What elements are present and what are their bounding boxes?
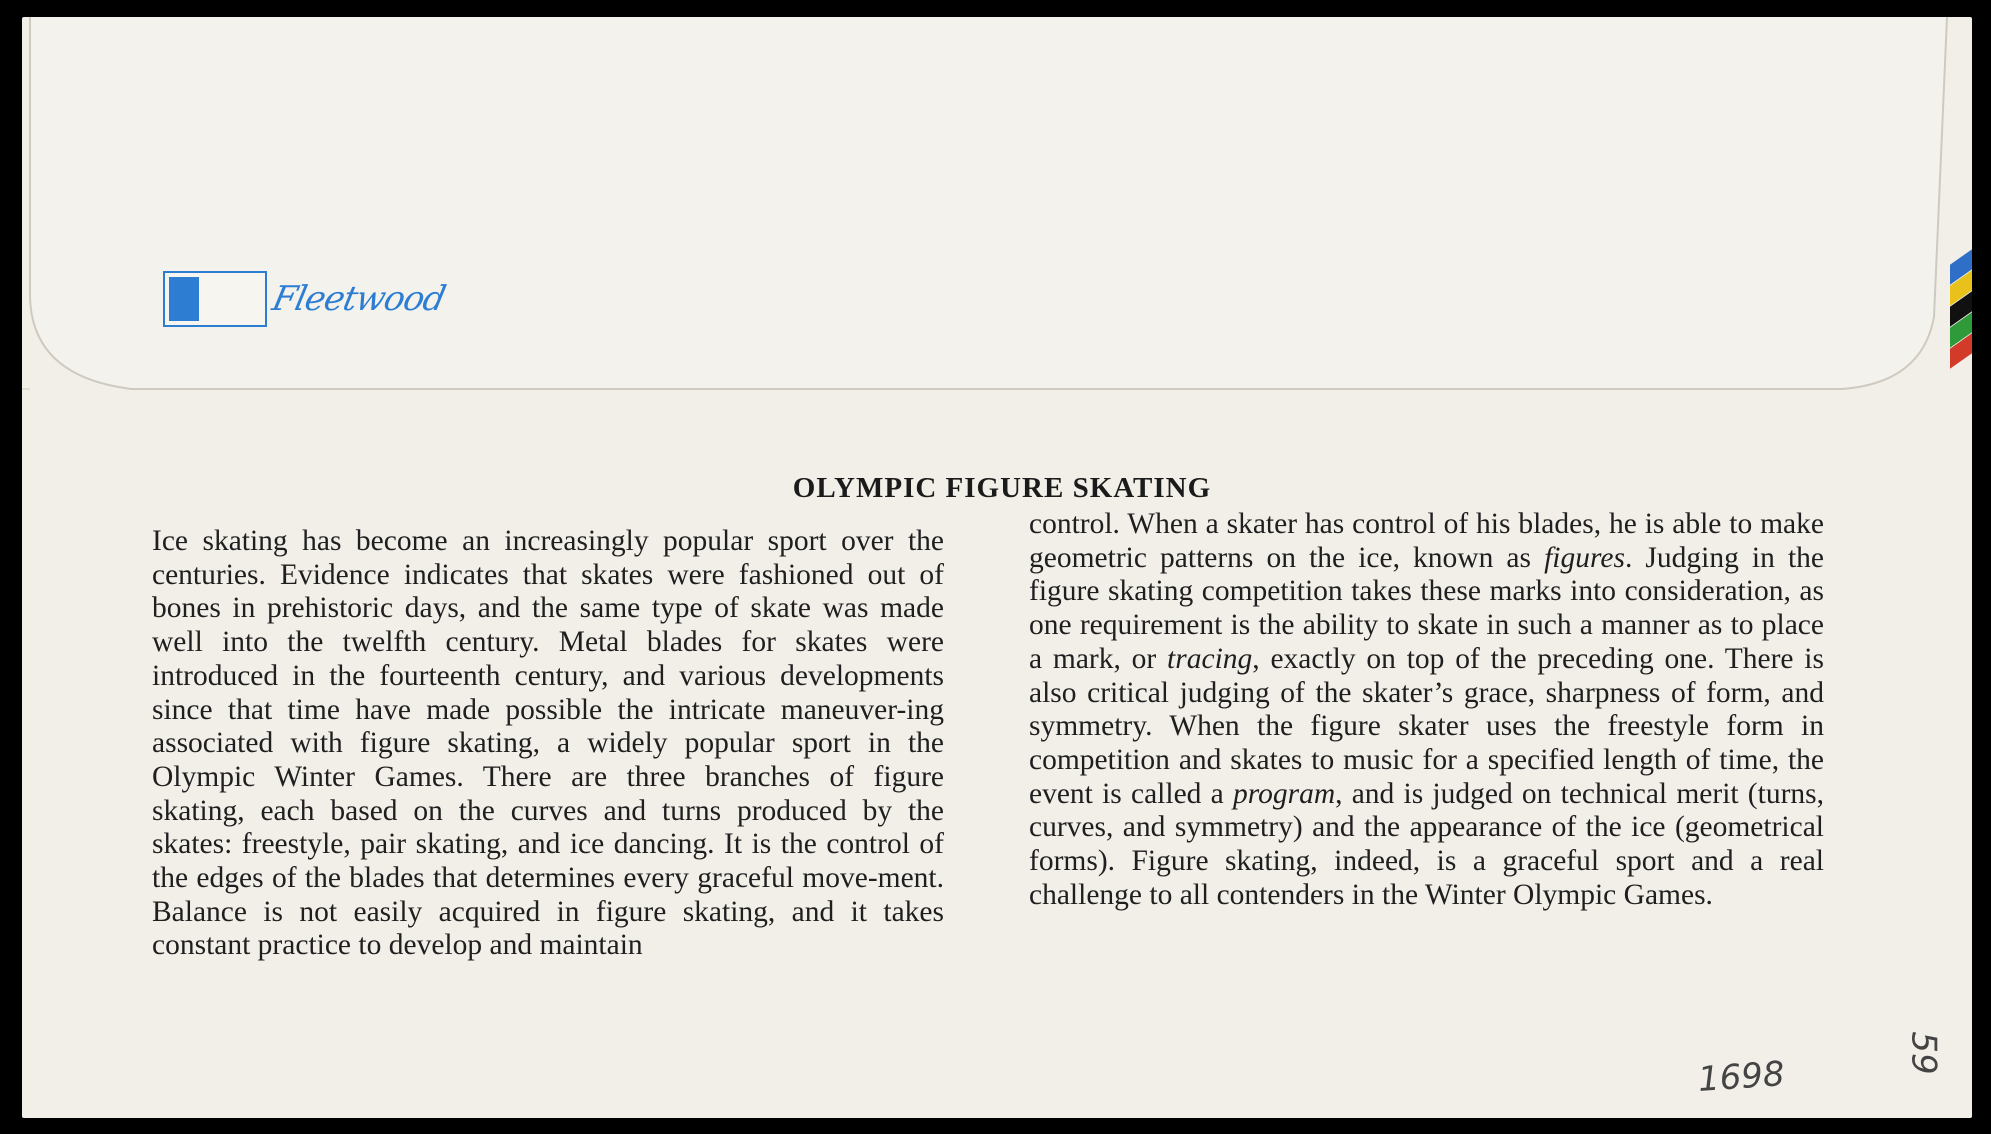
logo-wordmark: Fleetwood bbox=[268, 279, 449, 319]
right-text-4: , and is judged on technical merit (turns, curves, and symmetry) and the appearance of the ice (geometrical forms). Figure skating, indeed, is a graceful sport and a real challenge to all contenders in the Winter Olympic Games. bbox=[1029, 777, 1824, 911]
logo-box-icon bbox=[163, 271, 267, 327]
fleetwood-logo bbox=[163, 271, 449, 327]
article-title: OLYMPIC FIGURE SKATING bbox=[792, 472, 1212, 504]
article-left-column: Ice skating has become an increasingly popular sport over the centuries. Evidence indicates that skates were fashioned out of bones in prehistoric days, and the same type of skate was made well into the twelfth century. Metal blades for skates were introduced in the fourteenth century, and various developments since that time have made possible the intricate maneuver-ing associated with figure skating, a widely popular sport in the Olympic Winter Games. There are three branches of figure skating, each based on the curves and turns produced by the skates: freestyle, pair skating, and ice dancing. It is the control of the edges of the blades that determines every graceful move-ment. Balance is not easily acquired in figure skating, and it takes constant practice to develop and maintain bbox=[152, 525, 944, 962]
term-program: program bbox=[1232, 777, 1336, 810]
term-figures: figures bbox=[1544, 541, 1625, 574]
envelope-back bbox=[22, 17, 1972, 1118]
right-text-2: . Judging in the figure skating competition takes these marks into consideration, as one requirement is the ability to skate in such a manner as to place a mark, or bbox=[1029, 541, 1824, 675]
right-text-1: control. When a skater has control of his blades, he is able to make geometric patterns on the ice, known as bbox=[1029, 508, 1824, 574]
article-right-column bbox=[1029, 508, 1824, 912]
right-text-3: , exactly on top of the preceding one. There is also critical judging of the skater’s grace, sharpness of form, and symmetry. When the figure skater uses the freestyle form in competition and skates to music for a specified length of time, the event is called a bbox=[1029, 642, 1824, 810]
handwritten-number: 1698 bbox=[1696, 1054, 1786, 1100]
term-tracing: tracing bbox=[1167, 642, 1253, 675]
olympic-color-stripes bbox=[1950, 257, 1972, 367]
envelope-flap bbox=[22, 17, 1972, 397]
handwritten-mark: 59 bbox=[1903, 1031, 1944, 1075]
